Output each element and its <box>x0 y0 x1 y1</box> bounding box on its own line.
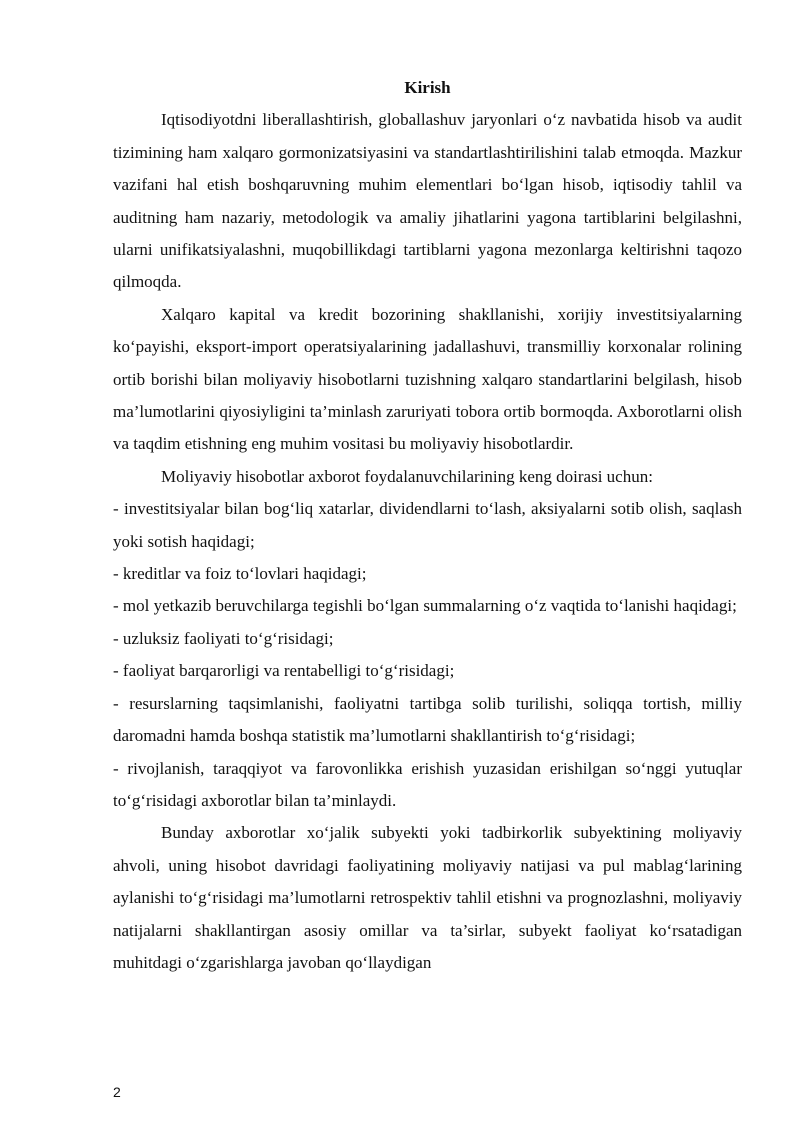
paragraph-reports-users: Moliyaviy hisobotlar axborot foydalanuvchilarining keng doirasi uchun: <box>161 466 653 486</box>
page-number: 2 <box>113 1084 121 1100</box>
list-item: - kreditlar va foiz to‘lovlari haqidagi; <box>113 564 367 584</box>
list-item: - investitsiyalar bilan bog‘liq xatarlar, dividendlarni to‘lash, aksiyalarni sotib olish, saqlash yoki sotish haqidagi; <box>113 499 742 551</box>
paragraph-information: Bunday axborotlar xo‘jalik subyekti yoki tadbirkorlik subyektining moliyaviy ahvoli, uning hisobot davridagi faoliyatining moliyaviy natijasi va pul mablag‘larining aylanishi to‘g‘risidagi ma’lumotlarni retrospektiv tahlil etishni va prognozlashni, moliyaviy natijalarni shakllantirgan asosiy omillar va ta’sirlar, subyekt faoliyat ko‘rsatadigan muhitdagi o‘zgarishlarga javoban qo‘llaydigan <box>113 823 742 972</box>
paragraph-capital-markets: Xalqaro kapital va kredit bozorining shakllanishi, xorijiy investitsiyalarning ko‘payishi, eksport-import operatsiyalarining jadallashuvi, transmilliy korxonalar rolining ortib borishi bilan moliyaviy hisobotlarni tuzishning xalqaro standartlarini belgilash, hisob ma’lumotlarini qiyosiyligini ta’minlash zaruriyati tobora ortib bormoqda. Axborotlarni olish va taqdim etishning eng muhim vositasi bu moliyaviy hisobotlardir. <box>113 304 742 454</box>
paragraph-intro: Iqtisodiyotdni liberallashtirish, globallashuv jaryonlari o‘z navbatida hisob va audit tizimining ham xalqaro gormonizatsiyasini va standartlashtirilishini talab etmoqda. Mazkur vazifani hal etish boshqaruvning muhim elementlari bo‘lgan hisob, iqtisodiy tahlil va auditning ham nazariy, metodologik va amaliy jihatlarini yagona tartiblarini belgilashni, ularni unifikatsiyalashni, muqobillikdagi tartiblarni yagona mezonlarga keltirishni taqozo qilmoqda. <box>113 110 742 292</box>
page-title: Kirish <box>404 78 451 97</box>
list-item: - uzluksiz faoliyati to‘g‘risidagi; <box>113 628 334 648</box>
list-item: - resurslarning taqsimlanishi, faoliyatni tartibga solib turilishi, soliqqa tortish, milliy daromadni hamda boshqa statistik ma’lumotlarni shakllantirish to‘g‘risidagi; <box>113 693 742 746</box>
list-item: - mol yetkazib beruvchilarga tegishli bo‘lgan summalarning o‘z vaqtida to‘lanishi haqidagi; <box>113 596 737 616</box>
list-item: - rivojlanish, taraqqiyot va farovonlikka erishish yuzasidan erishilgan so‘nggi yutuqlar to‘g‘risidagi axborotlar bilan ta’minlaydi. <box>113 758 742 810</box>
list-item: - faoliyat barqarorligi va rentabelligi to‘g‘risidagi; <box>113 661 455 681</box>
